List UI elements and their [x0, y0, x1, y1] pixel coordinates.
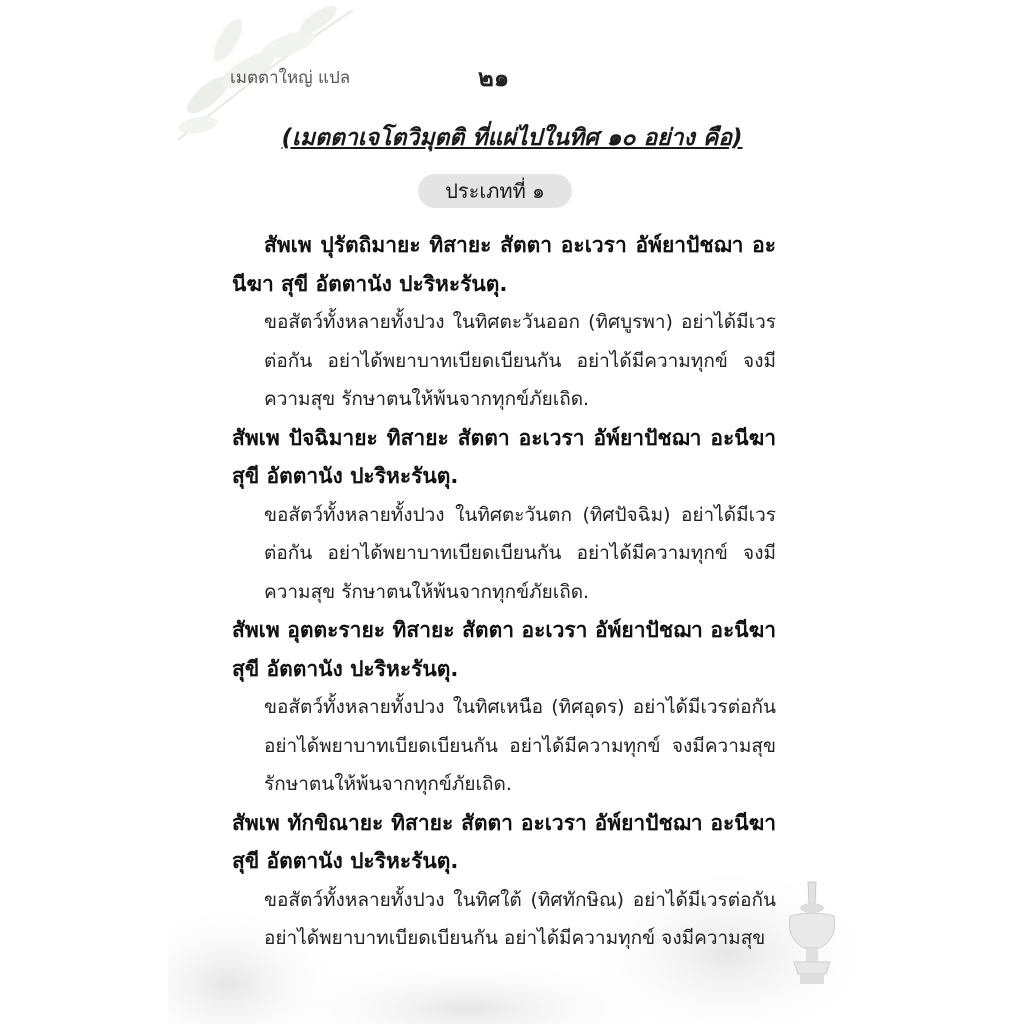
- pali-verse: สัพเพ ปุรัตถิมายะ ทิสายะ สัตตา อะเวรา อัพ์ยาปัชฌา อะนีฆา สุขี อัตตานัง ปะริหะรันตุ.: [232, 233, 776, 296]
- book-page: [168, 0, 856, 1024]
- section-heading: (เมตตาเจโตวิมุตติ ที่แผ่ไปในทิศ ๑๐ อย่าง คือ): [281, 125, 743, 151]
- thai-translation: ขอสัตว์ทั้งหลายทั้งปวง ในทิศใต้ (ทิศทักษิณ) อย่าได้มีเวรต่อกัน อย่าได้พยาบาทเบียดเบียนกัน อย่าได้มีความทุกข์ จงมีความสุข: [264, 888, 776, 949]
- page-number: ๒๑: [478, 64, 510, 92]
- thai-translation: ขอสัตว์ทั้งหลายทั้งปวง ในทิศเหนือ (ทิศอุดร) อย่าได้มีเวรต่อกัน อย่าได้พยาบาทเบียดเบียนกัน อย่าได้มีความทุกข์ จงมีความสุข รักษาตนให้พ้นจากทุกข์ภัยเถิด.: [264, 696, 776, 795]
- pali-verse: สัพเพ ทักขิณายะ ทิสายะ สัตตา อะเวรา อัพ์ยาปัชฌา อะนีฆา สุขี อัตตานัง ปะริหะรันตุ.: [232, 810, 776, 873]
- text-body: [232, 226, 776, 958]
- running-title: เมตตาใหญ่ แปล: [230, 68, 351, 88]
- urn-decoration: [780, 878, 844, 990]
- pali-verse: สัพเพ อุตตะรายะ ทิสายะ สัตตา อะเวรา อัพ์ยาปัชฌา อะนีฆา สุขี อัตตานัง ปะริหะรันตุ.: [232, 618, 776, 681]
- thai-translation: ขอสัตว์ทั้งหลายทั้งปวง ในทิศตะวันออก (ทิศบูรพา) อย่าได้มีเวรต่อกัน อย่าได้พยาบาทเบียดเบียนกัน อย่าได้มีความทุกข์ จงมีความสุข รักษาตนให้พ้นจากทุกข์ภัยเถิด.: [264, 311, 776, 410]
- section-label: ประเภทที่ ๑: [418, 174, 572, 208]
- pali-verse: สัพเพ ปัจฉิมายะ ทิสายะ สัตตา อะเวรา อัพ์ยาปัชฌา อะนีฆา สุขี อัตตานัง ปะริหะรันตุ.: [232, 425, 776, 488]
- thai-translation: ขอสัตว์ทั้งหลายทั้งปวง ในทิศตะวันตก (ทิศปัจฉิม) อย่าได้มีเวรต่อกัน อย่าได้พยาบาทเบียดเบียนกัน อย่าได้มีความทุกข์ จงมีความสุข รักษาตนให้พ้นจากทุกข์ภัยเถิด.: [264, 503, 776, 603]
